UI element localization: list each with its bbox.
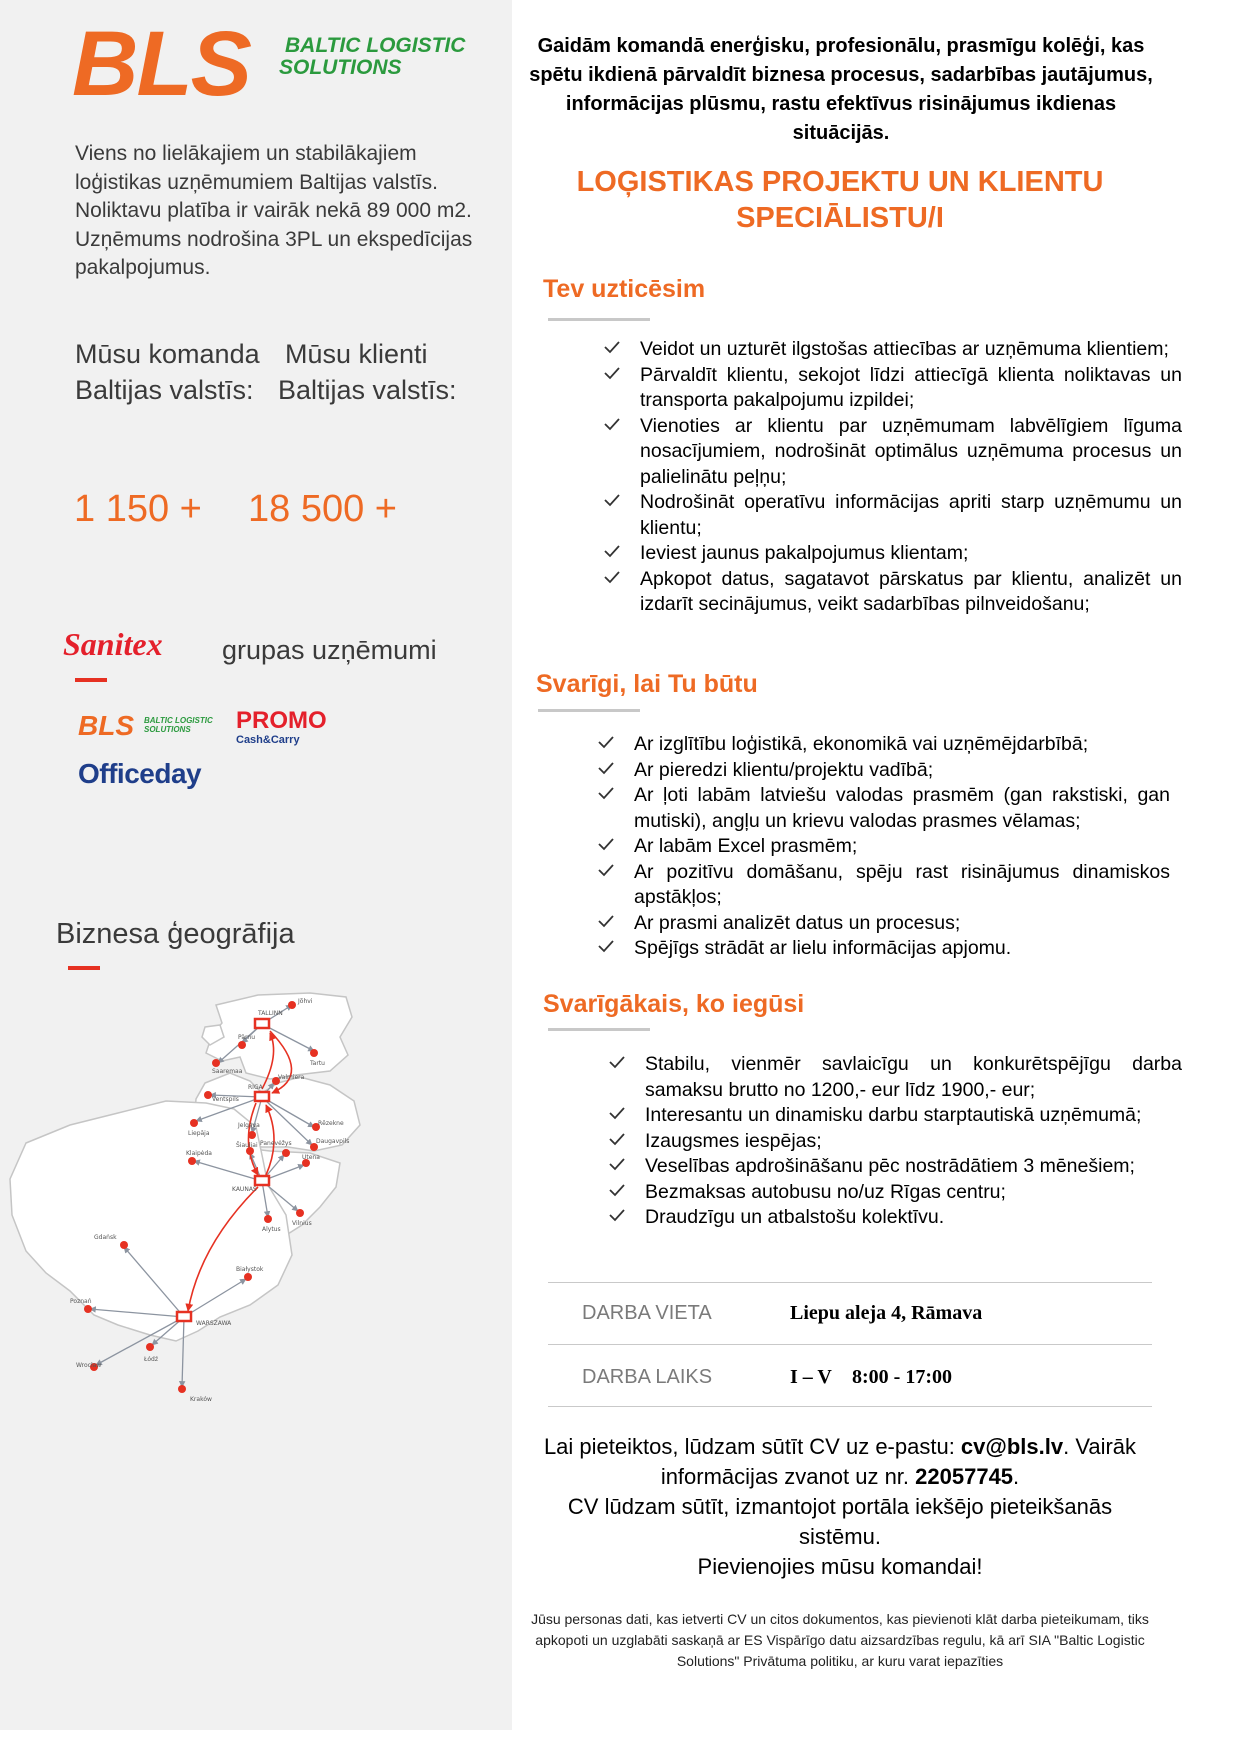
benefits-list — [645, 1052, 1182, 1231]
check-icon — [596, 732, 616, 752]
list-item-text: Nodrošināt operatīvu informācijas apriti starp uzņēmumu un klientu; — [640, 491, 1182, 539]
city-label: Gdańsk — [94, 1234, 117, 1241]
list-item — [640, 363, 1182, 414]
check-icon — [602, 414, 622, 434]
city-label: Pärnu — [238, 1034, 255, 1041]
team-count: 1 150 + — [74, 488, 202, 530]
check-icon — [602, 490, 622, 510]
list-item-text: Apkopot datus, sagatavot pārskatus par klientu, analizēt un izdarīt secinājumus, veikt sadarbības pilnveidošanu; — [640, 567, 1182, 615]
bls-logo — [72, 13, 492, 115]
list-item-text: Draudzīgu un atbalstošu kolektīvu. — [645, 1206, 945, 1228]
list-item-text: Ar izglītību loģistikā, ekonomikā vai uzņēmējdarbībā; — [634, 733, 1089, 755]
geo-underline — [68, 966, 100, 970]
list-item — [640, 414, 1182, 491]
officeday-logo — [78, 758, 201, 790]
contact-line3: CV lūdzam sūtīt, izmantojot portāla iekšējo pieteikšanās — [567, 1494, 1113, 1519]
duties-underline — [548, 318, 650, 321]
city-label: Białystok — [236, 1266, 264, 1273]
duties-title: Tev uzticēsim — [543, 275, 706, 303]
contact-block — [520, 1432, 1160, 1582]
contact-line5: Pievienojies mūsu komandai! — [697, 1554, 983, 1579]
list-item — [645, 1154, 1182, 1180]
clients-label-line1: Mūsu klienti — [285, 339, 428, 369]
group-underline — [75, 678, 107, 682]
list-item-text: Stabilu, vienmēr savlaicīgu un konkurētspējīgu darba samaksu brutto no 1200,- eur līdz 1900,- eur; — [645, 1053, 1182, 1101]
contact-phone[interactable]: 22057745 — [915, 1464, 1014, 1489]
list-item — [645, 1205, 1182, 1231]
bls-small-logo — [78, 710, 228, 744]
list-item-text: Veselības apdrošināšanu pēc nostrādātiem 3 mēnešiem; — [645, 1155, 1135, 1177]
list-item — [634, 758, 1170, 784]
work-time-hours: 8:00 - 17:00 — [852, 1366, 952, 1388]
city-label: Liepāja — [188, 1130, 210, 1137]
contact-line2-end: . — [1013, 1464, 1020, 1489]
benefits-underline — [548, 1028, 650, 1031]
city-label: Daugavpils — [316, 1138, 350, 1145]
company-intro: Viens no lielākajiem un stabilākajiem loģistikas uzņēmumiem Baltijas valstīs. Noliktavu platība ir vairāk nekā 89 000 m2. Uzņēmums nodrošina 3PL un ekspedīcijas pakalpojumus. — [75, 142, 473, 279]
bls-small-line1: BALTIC LOGISTIC — [144, 716, 213, 725]
city-label: Valmiera — [278, 1074, 305, 1081]
city-label: TALLINN — [258, 1010, 283, 1017]
check-icon — [607, 1129, 627, 1149]
job-title — [520, 164, 1160, 236]
list-item — [645, 1052, 1182, 1103]
list-item-text: Ieviest jaunus pakalpojumus klientam; — [640, 542, 969, 564]
promo-logo-text: PROMO — [236, 707, 327, 734]
details-rule-bottom — [548, 1406, 1152, 1407]
list-item-text: Spējīgs strādāt ar lielu informācijas apjomu. — [634, 937, 1012, 959]
city-label: Kraków — [190, 1396, 212, 1403]
city-label: Klaipėda — [186, 1150, 212, 1157]
contact-line2-text: informācijas zvanot uz nr. — [660, 1464, 916, 1489]
list-item — [645, 1103, 1182, 1129]
contact-line1-end: . Vairāk — [1063, 1434, 1137, 1459]
check-icon — [596, 758, 616, 778]
check-icon — [607, 1154, 627, 1174]
map-estonia — [206, 993, 352, 1079]
check-icon — [607, 1205, 627, 1225]
city-label: KAUNAS — [232, 1186, 257, 1193]
privacy-notice: Jūsu personas dati, kas ietverti CV un citos dokumentos, kas pievienoti klāt darba pieteikumam, tiks apkopoti un uzglabāti saskaņā ar ES Vispārīgo datu aizsardzības regulu, kā arī SIA "Baltic Logistic Solutions" Privātuma politiku, ar kuru varat iepazīties — [531, 1611, 1149, 1669]
city-label: Ventspils — [212, 1096, 239, 1103]
contact-email[interactable]: cv@bls.lv — [960, 1434, 1064, 1459]
bls-logo-letters: BLS — [72, 13, 250, 115]
list-item-text: Ar pozitīvu domāšanu, spēju rast risinājumus dinamiskos apstākļos; — [634, 860, 1170, 908]
city-label: Rēzekne — [318, 1120, 344, 1127]
list-item — [634, 911, 1170, 937]
list-item — [640, 490, 1182, 541]
check-icon — [602, 541, 622, 561]
list-item — [634, 834, 1170, 860]
list-item-text: Ar ļoti labām latviešu valodas prasmēm (gan rakstiski, gan mutiski), angļu un krievu valodas prasmes vēlamas; — [634, 784, 1170, 832]
list-item-text: Bezmaksas autobusu no/uz Rīgas centru; — [645, 1180, 1006, 1203]
list-item — [645, 1180, 1182, 1206]
officeday-logo-text: Officeday — [78, 758, 202, 789]
check-icon — [596, 911, 616, 931]
clients-count: 18 500 + — [248, 488, 397, 530]
lead-text: Gaidām komandā enerģisku, profesionālu, prasmīgu kolēģi, kas spētu ikdienā pārvaldīt biznesa procesus, sadarbības jautājumus, informācijas plūsmu, rastu efektīvus risinājumus ikdienas situācijās. — [529, 35, 1153, 144]
contact-line2 — [520, 1462, 1160, 1492]
check-icon — [602, 337, 622, 357]
city-label: Wrocław — [76, 1362, 102, 1369]
baltic-map — [0, 975, 512, 1445]
bls-small-letters: BLS — [78, 710, 134, 741]
work-place-value: Liepu aleja 4, Rāmava — [790, 1302, 983, 1324]
work-time-days: I – V — [790, 1366, 832, 1388]
city-label: WARSZAWA — [196, 1320, 232, 1327]
city-label: Šiauliai — [236, 1142, 258, 1149]
team-label — [75, 336, 275, 408]
details-rule-top — [548, 1282, 1152, 1283]
work-place-label: DARBA VIETA — [582, 1302, 712, 1324]
team-label-line1: Mūsu komanda — [75, 339, 260, 369]
clients-label — [278, 336, 502, 408]
list-item — [634, 783, 1170, 834]
contact-line1 — [520, 1432, 1160, 1462]
details-rule-mid — [548, 1344, 1152, 1345]
city-label: Utena — [302, 1154, 320, 1161]
check-icon — [596, 936, 616, 956]
sanitex-logo: Sanitex — [63, 626, 163, 662]
work-time-label: DARBA LAIKS — [582, 1366, 713, 1388]
requirements-title: Svarīgi, lai Tu būtu — [536, 670, 758, 698]
list-item — [634, 732, 1170, 758]
city-label: Poznań — [70, 1298, 92, 1305]
list-item-text: Ar prasmi analizēt datus un procesus; — [634, 911, 961, 934]
contact-line4: sistēmu. — [799, 1524, 881, 1549]
check-icon — [596, 783, 616, 803]
list-item — [640, 567, 1182, 618]
city-label: Jõhvi — [298, 998, 313, 1005]
check-icon — [607, 1103, 627, 1123]
list-item-text: Vienoties ar klientu par uzņēmumam labvēlīgiem līguma nosacījumiem, nodrošināt optimālus uzņēmuma procesus un palielinātu peļņu; — [640, 414, 1182, 488]
list-item — [640, 541, 1182, 567]
city-label: Tartu — [310, 1060, 325, 1067]
contact-line1-text: Lai pieteiktos, lūdzam sūtīt CV uz e-pastu: — [543, 1434, 961, 1459]
list-item-text: Izaugsmes iespējas; — [645, 1129, 822, 1152]
check-icon — [596, 834, 616, 854]
check-icon — [607, 1052, 627, 1072]
check-icon — [596, 860, 616, 880]
bls-small-line2: SOLUTIONS — [144, 725, 191, 734]
benefits-title: Svarīgākais, ko iegūsi — [543, 990, 805, 1018]
city-label: Jelgava — [238, 1122, 260, 1129]
job-title-line2: SPECIĀLISTU/I — [736, 202, 944, 234]
city-label: Vilnius — [292, 1220, 312, 1227]
list-item-text: Veidot un uzturēt ilgstošas attiecības ar uzņēmuma klientiem; — [640, 338, 1169, 360]
city-label: Panevėžys — [260, 1140, 292, 1147]
city-label: Saaremaa — [212, 1068, 243, 1075]
list-item — [640, 337, 1182, 363]
promo-logo — [236, 708, 327, 746]
check-icon — [602, 363, 622, 383]
check-icon — [602, 567, 622, 587]
list-item — [634, 936, 1170, 962]
city-label: Łódź — [144, 1356, 159, 1363]
list-item-text: Ar pieredzi klientu/projektu vadībā; — [634, 758, 934, 781]
geo-title: Biznesa ģeogrāfija — [56, 918, 295, 950]
clients-label-line2: Baltijas valstīs: — [278, 375, 457, 405]
list-item — [645, 1129, 1182, 1155]
city-label: RIGA — [248, 1084, 263, 1091]
check-icon — [607, 1180, 627, 1200]
list-item-text: Interesantu un dinamisku darbu starptautiskā uzņēmumā; — [645, 1104, 1142, 1126]
list-item-text: Pārvaldīt klientu, sekojot līdzi attiecīgā klienta noliktavas un transporta pakalpojumu izpildei; — [640, 363, 1182, 411]
group-caption: grupas uzņēmumi — [222, 635, 437, 665]
city-label: Alytus — [262, 1226, 281, 1233]
requirements-list — [634, 732, 1170, 962]
duties-list — [640, 337, 1182, 618]
requirements-underline — [538, 709, 640, 712]
bls-logo-line1: BALTIC LOGISTIC — [285, 34, 466, 57]
promo-logo-sub: Cash&Carry — [236, 734, 300, 746]
bls-logo-line2: SOLUTIONS — [279, 56, 402, 79]
job-title-line1: LOĢISTIKAS PROJEKTU UN KLIENTU — [576, 166, 1104, 198]
list-item-text: Ar labām Excel prasmēm; — [634, 835, 858, 857]
team-label-line2: Baltijas valstīs: — [75, 375, 254, 405]
list-item — [634, 860, 1170, 911]
